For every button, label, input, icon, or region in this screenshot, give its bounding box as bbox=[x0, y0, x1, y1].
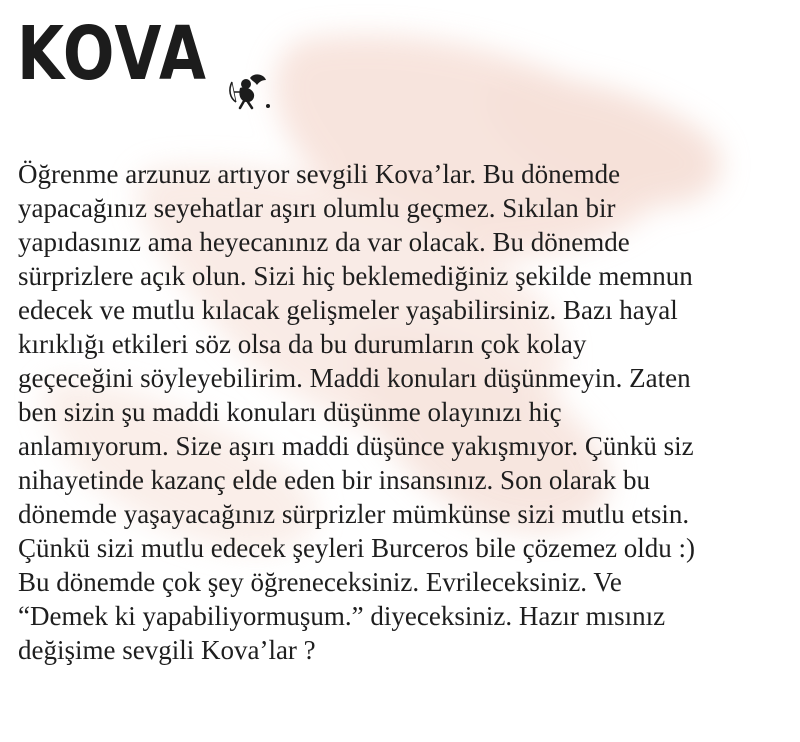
body-line: Öğrenme arzunuz artıyor sevgili Kova’lar. Bu dönemde bbox=[18, 159, 621, 189]
cherub-icon bbox=[226, 72, 272, 112]
body-line: Bu dönemde çok şey öğreneceksiniz. Evrileceksiniz. Ve bbox=[18, 567, 622, 597]
body-line: kırıklığı etkileri söz olsa da bu durumların çok kolay bbox=[18, 329, 587, 359]
body-line: ben sizin şu maddi konuları düşünme olayınızı hiç bbox=[18, 397, 562, 427]
body-line: Çünkü sizi mutlu edecek şeyleri Burceros bile çözemez oldu :) bbox=[18, 533, 696, 563]
body-line: yapıdasınız ama heyecanınız da var olacak. Bu dönemde bbox=[18, 227, 630, 257]
body-line: sürprizlere açık olun. Sizi hiç beklemediğiniz şekilde memnun bbox=[18, 261, 693, 291]
body-line: edecek ve mutlu kılacak gelişmeler yaşabilirsiniz. Bazı hayal bbox=[18, 295, 678, 325]
body-line: geçeceğini söyleyebilirim. Maddi konuları düşünmeyin. Zaten bbox=[18, 363, 691, 393]
body-line: yapacağınız seyehatlar aşırı olumlu geçmez. Sıkılan bir bbox=[18, 193, 616, 223]
body-line: “Demek ki yapabiliyormuşum.” diyeceksiniz. Hazır mısınız bbox=[18, 601, 666, 631]
body-line: dönemde yaşayacağınız sürprizler mümkünse sizi mutlu etsin. bbox=[18, 499, 690, 529]
page-title: KOVA bbox=[17, 11, 208, 97]
body-line: değişime sevgili Kova’lar ? bbox=[18, 635, 316, 665]
horoscope-body bbox=[18, 157, 800, 667]
body-line: nihayetinde kazanç elde eden bir insansınız. Son olarak bu bbox=[18, 465, 651, 495]
body-line: anlamıyorum. Size aşırı maddi düşünce yakışmıyor. Çünkü siz bbox=[18, 431, 694, 461]
